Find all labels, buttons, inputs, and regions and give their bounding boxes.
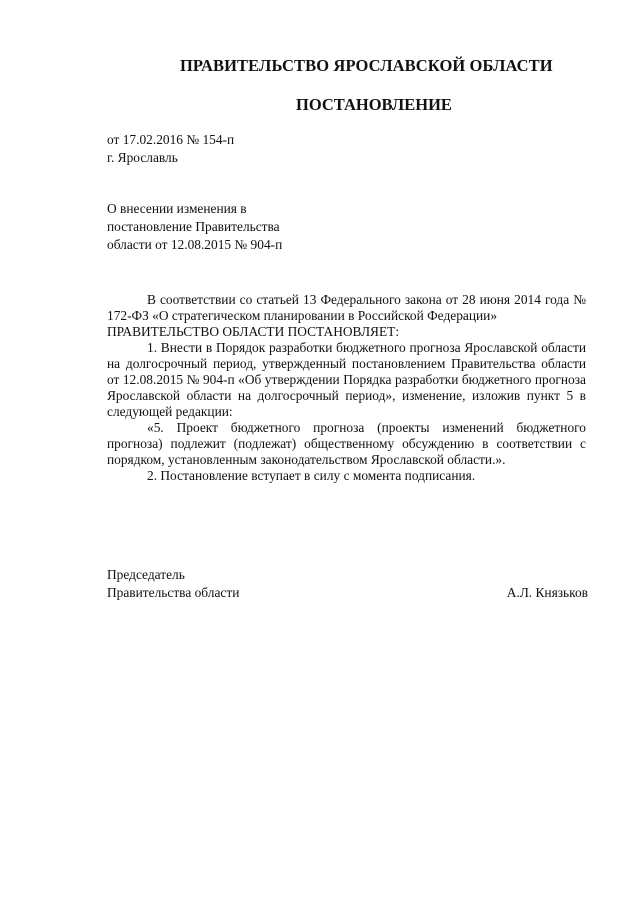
signatory-row (107, 584, 588, 602)
item-1-paragraph: 1. Внести в Порядок разработки бюджетного прогноза Ярославской области на долгосрочный период, утвержденный постановлением Правительства области от 12.08.2015 № 904-п «Об утверждении Порядка разработки бюджетного прогноза Ярославской области на долгосрочный период», изменение, изложив пункт 5 в следующей редакции: (107, 340, 586, 419)
signatory-name: А.Л. Князьков (506, 584, 588, 600)
subject-line-1: О внесении изменения в (107, 201, 247, 216)
quoted-amendment-paragraph: «5. Проект бюджетного прогноза (проекты изменений бюджетного прогноза) подлежит (подлежат) общественному обсуждению в соответствии с порядком, установленным законодательством Ярославской области.». (107, 420, 586, 467)
document-subject (107, 200, 282, 254)
signature-block (107, 566, 588, 601)
preamble-paragraph: В соответствии со статьей 13 Федерального закона от 28 июня 2014 года № 172-ФЗ «О стратегическом планировании в Российской Федерации» (107, 292, 586, 323)
resolution-heading: ПРАВИТЕЛЬСТВО ОБЛАСТИ ПОСТАНОВЛЯЕТ: (107, 324, 400, 339)
signatory-title-line-1: Председатель (107, 567, 185, 582)
subject-line-2: постановление Правительства (107, 219, 280, 234)
signatory-title-line-2: Правительства области (107, 584, 240, 600)
city: г. Ярославль (107, 149, 178, 165)
item-2-paragraph: 2. Постановление вступает в силу с момента подписания. (147, 468, 476, 483)
document-type-title: ПОСТАНОВЛЕНИЕ (296, 95, 452, 114)
document-body (107, 292, 586, 484)
document-meta (107, 131, 234, 166)
government-name: ПРАВИТЕЛЬСТВО ЯРОСЛАВСКОЙ ОБЛАСТИ (180, 56, 553, 75)
subject-line-3: области от 12.08.2015 № 904-п (107, 237, 283, 252)
date-and-number: от 17.02.2016 № 154-п (107, 132, 235, 147)
